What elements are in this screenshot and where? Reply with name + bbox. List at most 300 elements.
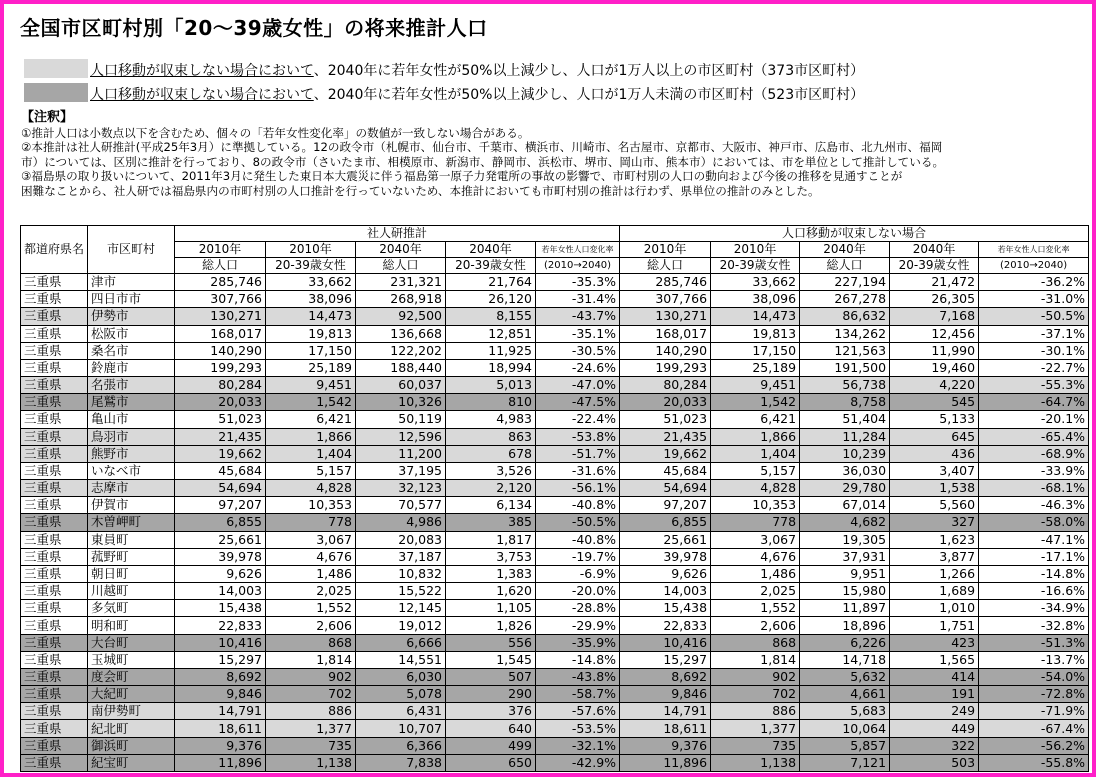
table-row — [21, 754, 1089, 771]
subheader-line1: 若年女性人口変化率 — [536, 242, 620, 258]
cell-prefecture: 三重県 — [21, 634, 88, 651]
table-row — [21, 583, 1089, 600]
cell-value: 45,684 — [620, 462, 711, 479]
cell-value: 20,033 — [620, 394, 711, 411]
cell-value: 86,632 — [800, 308, 890, 325]
cell-municipality: 志摩市 — [88, 480, 175, 497]
cell-value: 45,684 — [175, 462, 266, 479]
cell-value: 1,620 — [446, 583, 536, 600]
cell-value: 136,668 — [356, 325, 446, 342]
cell-prefecture: 三重県 — [21, 583, 88, 600]
cell-value: 449 — [890, 720, 979, 737]
cell-municipality: 川越町 — [88, 583, 175, 600]
table-row — [21, 480, 1089, 497]
cell-value: 6,431 — [356, 703, 446, 720]
cell-prefecture: 三重県 — [21, 411, 88, 428]
cell-value: 810 — [446, 394, 536, 411]
cell-value: 1,542 — [266, 394, 356, 411]
cell-value: 25,661 — [620, 531, 711, 548]
subheader-line1: 2040年 — [800, 242, 890, 258]
cell-prefecture: 三重県 — [21, 445, 88, 462]
cell-value: 868 — [266, 634, 356, 651]
cell-value: 9,626 — [175, 565, 266, 582]
table-row — [21, 617, 1089, 634]
cell-value: 2,120 — [446, 480, 536, 497]
cell-value: 3,877 — [890, 548, 979, 565]
cell-value: -34.9% — [979, 600, 1089, 617]
subheader-line2: (2010→2040) — [979, 258, 1089, 274]
cell-value: 10,832 — [356, 565, 446, 582]
cell-value: 9,951 — [800, 565, 890, 582]
cell-prefecture: 三重県 — [21, 531, 88, 548]
cell-value: 1,826 — [446, 617, 536, 634]
cell-municipality: いなべ市 — [88, 462, 175, 479]
cell-value: 51,404 — [800, 411, 890, 428]
cell-value: 17,150 — [266, 342, 356, 359]
cell-value: 902 — [266, 668, 356, 685]
table-row — [21, 342, 1089, 359]
cell-value: 14,473 — [266, 308, 356, 325]
cell-municipality: 東員町 — [88, 531, 175, 548]
cell-value: 25,189 — [711, 359, 800, 376]
cell-value: -50.5% — [536, 514, 620, 531]
cell-value: 50,119 — [356, 411, 446, 428]
cell-value: 191,500 — [800, 359, 890, 376]
cell-value: 25,661 — [175, 531, 266, 548]
cell-value: 702 — [266, 686, 356, 703]
cell-value: 5,632 — [800, 668, 890, 685]
cell-value: 5,857 — [800, 737, 890, 754]
cell-value: -6.9% — [536, 565, 620, 582]
cell-value: 21,472 — [890, 274, 979, 291]
cell-value: 6,134 — [446, 497, 536, 514]
cell-value: 499 — [446, 737, 536, 754]
cell-value: 18,994 — [446, 359, 536, 376]
cell-value: -33.9% — [979, 462, 1089, 479]
cell-value: -32.1% — [536, 737, 620, 754]
cell-value: 1,404 — [266, 445, 356, 462]
population-table — [20, 225, 1089, 772]
header-group-no-convergence: 人口移動が収束しない場合 — [620, 226, 1089, 242]
cell-value: 545 — [890, 394, 979, 411]
cell-value: 14,791 — [175, 703, 266, 720]
cell-value: 6,421 — [711, 411, 800, 428]
subheader-line2: 20-39歳女性 — [266, 258, 356, 274]
cell-value: 1,542 — [711, 394, 800, 411]
cell-value: -31.0% — [979, 291, 1089, 308]
cell-prefecture: 三重県 — [21, 720, 88, 737]
cell-value: -16.6% — [979, 583, 1089, 600]
cell-value: 886 — [711, 703, 800, 720]
cell-value: 9,451 — [266, 377, 356, 394]
cell-value: -53.5% — [536, 720, 620, 737]
cell-value: 2,025 — [266, 583, 356, 600]
subheader-line2: (2010→2040) — [536, 258, 620, 274]
cell-value: 11,200 — [356, 445, 446, 462]
cell-value: 14,473 — [711, 308, 800, 325]
cell-value: -29.9% — [536, 617, 620, 634]
cell-value: 39,978 — [620, 548, 711, 565]
table-row — [21, 462, 1089, 479]
subheader-line2: 20-39歳女性 — [446, 258, 536, 274]
cell-value: 22,833 — [175, 617, 266, 634]
cell-value: 1,377 — [711, 720, 800, 737]
cell-value: -57.6% — [536, 703, 620, 720]
cell-value: 51,023 — [175, 411, 266, 428]
cell-value: -22.7% — [979, 359, 1089, 376]
cell-value: 38,096 — [266, 291, 356, 308]
cell-municipality: 玉城町 — [88, 651, 175, 668]
cell-value: 70,577 — [356, 497, 446, 514]
note-line: ②本推計は社人研推計(平成25年3月）に準拠している。12の政令市（札幌市、仙台市、千葉市、横浜市、川崎市、名古屋市、京都市、大阪市、神戸市、広島市、北九州市、福岡 — [21, 140, 943, 154]
cell-value: 735 — [266, 737, 356, 754]
cell-value: 8,758 — [800, 394, 890, 411]
cell-value: 9,451 — [711, 377, 800, 394]
cell-prefecture: 三重県 — [21, 325, 88, 342]
cell-value: 19,662 — [620, 445, 711, 462]
subheader-line2: 総人口 — [356, 258, 446, 274]
cell-value: -56.1% — [536, 480, 620, 497]
cell-value: 3,067 — [266, 531, 356, 548]
cell-value: 199,293 — [620, 359, 711, 376]
table-row — [21, 274, 1089, 291]
cell-value: -46.3% — [979, 497, 1089, 514]
cell-value: 191 — [890, 686, 979, 703]
cell-value: 1,545 — [446, 651, 536, 668]
cell-prefecture: 三重県 — [21, 342, 88, 359]
notes-heading: 【注釈】 — [21, 110, 74, 125]
page-title: 全国市区町村別「20～39歳女性」の将来推計人口 — [20, 16, 488, 40]
cell-value: 33,662 — [711, 274, 800, 291]
cell-value: 97,207 — [175, 497, 266, 514]
cell-value: 38,096 — [711, 291, 800, 308]
cell-value: 14,003 — [620, 583, 711, 600]
cell-value: -72.8% — [979, 686, 1089, 703]
cell-value: 121,563 — [800, 342, 890, 359]
cell-value: 10,326 — [356, 394, 446, 411]
cell-value: 19,012 — [356, 617, 446, 634]
cell-municipality: 大紀町 — [88, 686, 175, 703]
table-row — [21, 394, 1089, 411]
cell-value: 19,460 — [890, 359, 979, 376]
table-row — [21, 565, 1089, 582]
cell-prefecture: 三重県 — [21, 359, 88, 376]
cell-prefecture: 三重県 — [21, 548, 88, 565]
cell-value: 9,846 — [620, 686, 711, 703]
cell-value: 735 — [711, 737, 800, 754]
cell-value: 6,666 — [356, 634, 446, 651]
cell-value: 11,896 — [620, 754, 711, 771]
cell-value: 1,689 — [890, 583, 979, 600]
cell-value: 15,438 — [175, 600, 266, 617]
cell-value: 327 — [890, 514, 979, 531]
cell-value: -56.2% — [979, 737, 1089, 754]
table-row — [21, 668, 1089, 685]
cell-value: 8,692 — [175, 668, 266, 685]
cell-municipality: 紀北町 — [88, 720, 175, 737]
cell-value: 10,707 — [356, 720, 446, 737]
cell-value: 12,456 — [890, 325, 979, 342]
cell-value: 436 — [890, 445, 979, 462]
cell-value: -40.8% — [536, 531, 620, 548]
cell-value: -64.7% — [979, 394, 1089, 411]
table-row — [21, 325, 1089, 342]
cell-value: 267,278 — [800, 291, 890, 308]
cell-value: 5,157 — [711, 462, 800, 479]
cell-value: 18,611 — [175, 720, 266, 737]
cell-value: 10,353 — [266, 497, 356, 514]
cell-value: 32,123 — [356, 480, 446, 497]
cell-value: 8,155 — [446, 308, 536, 325]
cell-value: 1,814 — [266, 651, 356, 668]
cell-value: -22.4% — [536, 411, 620, 428]
cell-value: 33,662 — [266, 274, 356, 291]
cell-value: 11,990 — [890, 342, 979, 359]
header-prefecture: 都道府県名 — [21, 226, 88, 274]
cell-prefecture: 三重県 — [21, 274, 88, 291]
cell-value: 4,828 — [266, 480, 356, 497]
cell-value: 6,855 — [175, 514, 266, 531]
cell-value: 67,014 — [800, 497, 890, 514]
table-row — [21, 703, 1089, 720]
cell-value: 54,694 — [175, 480, 266, 497]
cell-value: 7,121 — [800, 754, 890, 771]
cell-value: 7,838 — [356, 754, 446, 771]
cell-value: -37.1% — [979, 325, 1089, 342]
cell-value: 54,694 — [620, 480, 711, 497]
cell-value: -67.4% — [979, 720, 1089, 737]
subheader-line2: 20-39歳女性 — [890, 258, 979, 274]
cell-value: 231,321 — [356, 274, 446, 291]
cell-value: 1,866 — [711, 428, 800, 445]
cell-municipality: 桑名市 — [88, 342, 175, 359]
cell-prefecture: 三重県 — [21, 737, 88, 754]
cell-value: 4,220 — [890, 377, 979, 394]
cell-value: 1,404 — [711, 445, 800, 462]
cell-prefecture: 三重県 — [21, 565, 88, 582]
legend-underlined-text: 人口移動が収束しない場合において — [90, 63, 314, 79]
cell-value: 385 — [446, 514, 536, 531]
table-row — [21, 634, 1089, 651]
cell-value: 15,438 — [620, 600, 711, 617]
cell-value: -42.9% — [536, 754, 620, 771]
cell-value: 268,918 — [356, 291, 446, 308]
cell-value: 9,846 — [175, 686, 266, 703]
cell-value: -17.1% — [979, 548, 1089, 565]
table-row — [21, 737, 1089, 754]
cell-value: 1,552 — [266, 600, 356, 617]
cell-value: 1,552 — [711, 600, 800, 617]
cell-value: 19,305 — [800, 531, 890, 548]
cell-value: 1,538 — [890, 480, 979, 497]
cell-value: -51.7% — [536, 445, 620, 462]
cell-municipality: 木曽岬町 — [88, 514, 175, 531]
subheader-line2: 総人口 — [800, 258, 890, 274]
cell-value: 15,297 — [620, 651, 711, 668]
cell-municipality: 鳥羽市 — [88, 428, 175, 445]
subheader-line2: 20-39歳女性 — [711, 258, 800, 274]
cell-prefecture: 三重県 — [21, 291, 88, 308]
cell-prefecture: 三重県 — [21, 703, 88, 720]
notes-block — [21, 111, 944, 198]
cell-municipality: 南伊勢町 — [88, 703, 175, 720]
cell-value: 423 — [890, 634, 979, 651]
subheader-line1: 2040年 — [890, 242, 979, 258]
cell-value: 15,297 — [175, 651, 266, 668]
cell-value: 130,271 — [620, 308, 711, 325]
cell-municipality: 大台町 — [88, 634, 175, 651]
cell-value: 868 — [711, 634, 800, 651]
cell-value: 1,377 — [266, 720, 356, 737]
cell-value: -36.2% — [979, 274, 1089, 291]
cell-value: -47.1% — [979, 531, 1089, 548]
cell-value: 12,145 — [356, 600, 446, 617]
cell-prefecture: 三重県 — [21, 497, 88, 514]
cell-value: 25,189 — [266, 359, 356, 376]
cell-value: 10,416 — [175, 634, 266, 651]
cell-value: 14,551 — [356, 651, 446, 668]
cell-value: 6,855 — [620, 514, 711, 531]
cell-value: 507 — [446, 668, 536, 685]
cell-prefecture: 三重県 — [21, 394, 88, 411]
cell-value: 1,486 — [266, 565, 356, 582]
cell-value: 56,738 — [800, 377, 890, 394]
cell-municipality: 津市 — [88, 274, 175, 291]
table-row — [21, 531, 1089, 548]
cell-value: 1,138 — [711, 754, 800, 771]
cell-municipality: 多気町 — [88, 600, 175, 617]
cell-value: 1,138 — [266, 754, 356, 771]
cell-value: -24.6% — [536, 359, 620, 376]
cell-value: 168,017 — [175, 325, 266, 342]
cell-value: 3,526 — [446, 462, 536, 479]
legend-underlined-text: 人口移動が収束しない場合において — [90, 87, 314, 103]
cell-value: 140,290 — [175, 342, 266, 359]
cell-value: -20.1% — [979, 411, 1089, 428]
cell-value: -20.0% — [536, 583, 620, 600]
cell-value: 4,661 — [800, 686, 890, 703]
cell-municipality: 御浜町 — [88, 737, 175, 754]
cell-value: -30.1% — [979, 342, 1089, 359]
table-row — [21, 548, 1089, 565]
table-row — [21, 428, 1089, 445]
cell-value: 11,896 — [175, 754, 266, 771]
cell-prefecture: 三重県 — [21, 686, 88, 703]
cell-value: 4,676 — [711, 548, 800, 565]
cell-value: 1,010 — [890, 600, 979, 617]
cell-value: 60,037 — [356, 377, 446, 394]
table-row — [21, 514, 1089, 531]
cell-value: 168,017 — [620, 325, 711, 342]
cell-value: 5,560 — [890, 497, 979, 514]
cell-prefecture: 三重県 — [21, 600, 88, 617]
cell-municipality: 松阪市 — [88, 325, 175, 342]
cell-value: 97,207 — [620, 497, 711, 514]
cell-value: 3,753 — [446, 548, 536, 565]
cell-value: 1,623 — [890, 531, 979, 548]
cell-value: 702 — [711, 686, 800, 703]
cell-value: 1,817 — [446, 531, 536, 548]
cell-value: -13.7% — [979, 651, 1089, 668]
cell-value: 1,866 — [266, 428, 356, 445]
cell-value: 19,813 — [266, 325, 356, 342]
cell-value: 134,262 — [800, 325, 890, 342]
cell-value: 4,986 — [356, 514, 446, 531]
cell-value: 15,980 — [800, 583, 890, 600]
cell-value: 37,187 — [356, 548, 446, 565]
table-row — [21, 411, 1089, 428]
cell-value: 6,421 — [266, 411, 356, 428]
cell-value: 37,931 — [800, 548, 890, 565]
cell-prefecture: 三重県 — [21, 651, 88, 668]
cell-value: -35.3% — [536, 274, 620, 291]
cell-value: -47.5% — [536, 394, 620, 411]
cell-value: 645 — [890, 428, 979, 445]
cell-value: 678 — [446, 445, 536, 462]
cell-value: 14,718 — [800, 651, 890, 668]
cell-value: -14.8% — [536, 651, 620, 668]
subheader-line1: 2040年 — [446, 242, 536, 258]
cell-value: 22,833 — [620, 617, 711, 634]
cell-value: 3,407 — [890, 462, 979, 479]
cell-value: 19,662 — [175, 445, 266, 462]
cell-value: 285,746 — [175, 274, 266, 291]
table-row — [21, 600, 1089, 617]
cell-value: 15,522 — [356, 583, 446, 600]
cell-value: 5,133 — [890, 411, 979, 428]
cell-value: 11,897 — [800, 600, 890, 617]
legend-swatch-dark — [24, 83, 88, 102]
cell-value: 5,157 — [266, 462, 356, 479]
cell-value: 9,626 — [620, 565, 711, 582]
cell-value: 188,440 — [356, 359, 446, 376]
cell-value: 29,780 — [800, 480, 890, 497]
cell-value: 21,435 — [175, 428, 266, 445]
cell-value: 1,565 — [890, 651, 979, 668]
subheader-line1: 2010年 — [620, 242, 711, 258]
cell-municipality: 朝日町 — [88, 565, 175, 582]
cell-value: -47.0% — [536, 377, 620, 394]
cell-value: 6,030 — [356, 668, 446, 685]
cell-value: 376 — [446, 703, 536, 720]
cell-prefecture: 三重県 — [21, 668, 88, 685]
cell-value: -35.1% — [536, 325, 620, 342]
cell-value: 10,239 — [800, 445, 890, 462]
cell-value: -31.6% — [536, 462, 620, 479]
cell-value: 227,194 — [800, 274, 890, 291]
note-line: 市）については、区別に推計を行っており、8の政令市（さいたま市、相模原市、新潟市、静岡市、浜松市、堺市、岡山市、熊本市）においては、市を単位として推計している。 — [21, 154, 945, 169]
cell-value: -43.8% — [536, 668, 620, 685]
cell-municipality: 熊野市 — [88, 445, 175, 462]
cell-value: -31.4% — [536, 291, 620, 308]
cell-value: 14,791 — [620, 703, 711, 720]
cell-prefecture: 三重県 — [21, 428, 88, 445]
cell-value: 18,896 — [800, 617, 890, 634]
cell-prefecture: 三重県 — [21, 308, 88, 325]
cell-value: 12,596 — [356, 428, 446, 445]
cell-value: 1,751 — [890, 617, 979, 634]
cell-value: 778 — [266, 514, 356, 531]
cell-prefecture: 三重県 — [21, 480, 88, 497]
cell-value: 3,067 — [711, 531, 800, 548]
cell-prefecture: 三重県 — [21, 754, 88, 771]
cell-municipality: 菰野町 — [88, 548, 175, 565]
table-row — [21, 445, 1089, 462]
cell-value: 4,676 — [266, 548, 356, 565]
cell-value: -51.3% — [979, 634, 1089, 651]
cell-value: 9,376 — [620, 737, 711, 754]
cell-value: 21,764 — [446, 274, 536, 291]
